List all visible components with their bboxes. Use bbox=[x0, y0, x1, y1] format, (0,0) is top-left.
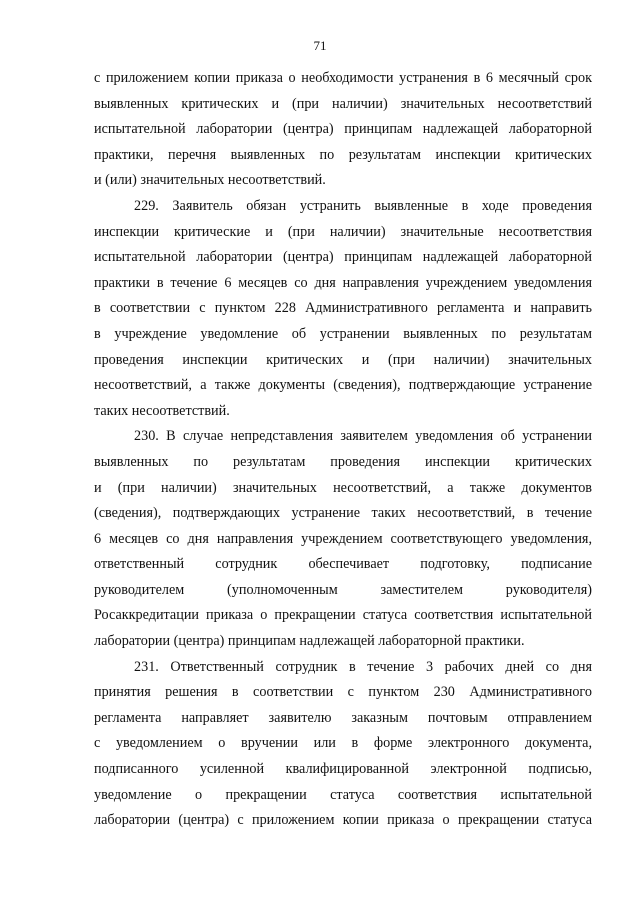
text-line: регламента направляет заявителю заказным почтовым отправлением bbox=[94, 709, 592, 726]
text-line: испытательной лаборатории (центра) принципам надлежащей лабораторной bbox=[94, 249, 592, 266]
text-line: ответственный сотрудник обеспечивает подготовку, подписание bbox=[94, 556, 592, 573]
text-line: и (или) значительных несоответствий. bbox=[94, 172, 326, 189]
paragraph-229 bbox=[94, 194, 592, 424]
text-line: 230. В случае непредставления заявителем уведомления об устранении bbox=[134, 428, 592, 445]
text-line: 229. Заявитель обязан устранить выявленные в ходе проведения bbox=[134, 197, 592, 214]
text-line: 231. Ответственный сотрудник в течение 3 рабочих дней со дня bbox=[134, 658, 592, 675]
page-number: 71 bbox=[313, 38, 327, 53]
text-line: лаборатории (центра) с приложением копии приказа о прекращении статуса bbox=[94, 812, 592, 829]
text-line: уведомление о прекращении статуса соответствия испытательной bbox=[94, 786, 592, 803]
text-line: (сведения), подтверждающих устранение таких несоответствий, в течение bbox=[94, 505, 592, 522]
paragraph-231 bbox=[94, 655, 592, 834]
text-line: подписанного усиленной квалифицированной электронной подписью, bbox=[94, 761, 592, 778]
text-line: выявленных по результатам проведения инспекции критических bbox=[94, 453, 592, 470]
text-line: лаборатории (центра) принципам надлежащей лабораторной практики. bbox=[94, 633, 525, 650]
text-line: руководителем (уполномоченным заместителем руководителя) bbox=[94, 581, 592, 598]
text-line: практики, перечня выявленных по результатам инспекции критических bbox=[94, 146, 592, 163]
text-line: испытательной лаборатории (центра) принципам надлежащей лабораторной bbox=[94, 121, 592, 138]
text-line: таких несоответствий. bbox=[94, 402, 230, 419]
text-line: с приложением копии приказа о необходимости устранения в 6 месячный срок bbox=[94, 70, 592, 86]
document-body bbox=[94, 66, 592, 834]
text-line: и (при наличии) значительных несоответствий, а также документов bbox=[94, 479, 592, 496]
paragraph-continuation bbox=[94, 66, 592, 194]
text-line: с уведомлением о вручении или в форме электронного документа, bbox=[94, 735, 592, 752]
text-line: выявленных критических и (при наличии) значительных несоответствий bbox=[94, 95, 592, 112]
text-line: в соответствии с пунктом 228 Административного регламента и направить bbox=[94, 300, 592, 317]
text-line: 6 месяцев со дня направления учреждением соответствующего уведомления, bbox=[94, 530, 592, 547]
text-line: Росаккредитации приказа о прекращении статуса соответствия испытательной bbox=[94, 607, 592, 624]
text-line: в учреждение уведомление об устранении выявленных по результатам bbox=[94, 325, 592, 342]
text-line: практики в течение 6 месяцев со дня направления учреждением уведомления bbox=[94, 274, 592, 291]
paragraph-230 bbox=[94, 424, 592, 654]
text-line: несоответствий, а также документы (сведения), подтверждающие устранение bbox=[94, 377, 592, 394]
text-line: принятия решения в соответствии с пунктом 230 Административного bbox=[94, 684, 592, 701]
text-line: проведения инспекции критических и (при наличии) значительных bbox=[94, 351, 592, 368]
text-line: инспекции критические и (при наличии) значительные несоответствия bbox=[94, 223, 592, 240]
